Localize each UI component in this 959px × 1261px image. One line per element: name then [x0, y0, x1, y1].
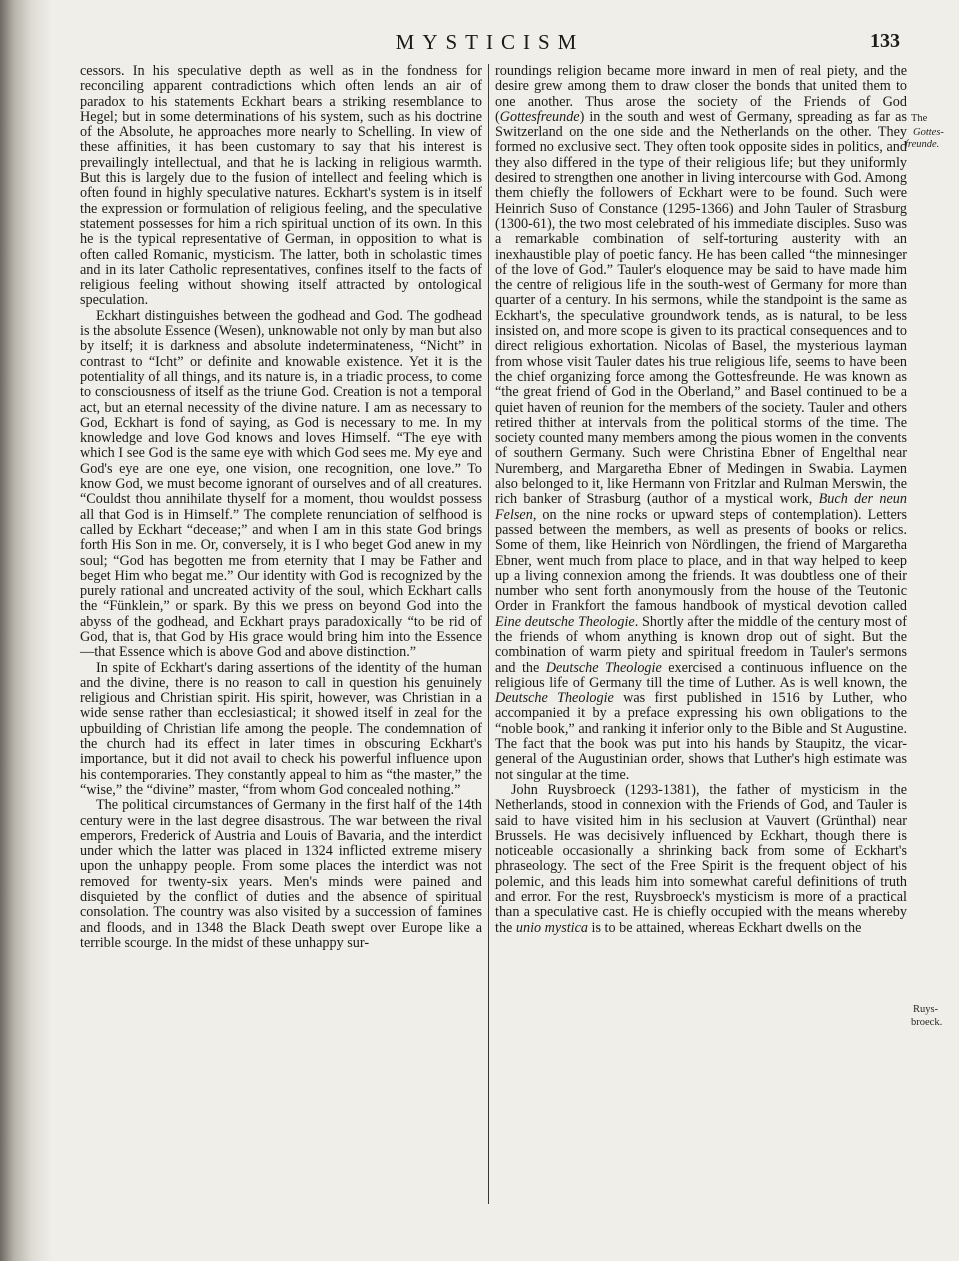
italic-title: Eine deutsche Theologie — [495, 613, 635, 630]
text-run: John Ruysbroeck (1293-1381), the father of mysticism in the Netherlands, stood in connexion with the Friends of God, and Tauler is said to have visited him in his seclusion at Vauvert (Grünthal) near Brussels. He was decisively influenced by Eckhart, though there is noticeable occasionally a shrinking back from some of Eckhart's phraseology. The sect of the Free Spirit is the frequent object of his polemic, and this leads him into somewhat careful definitions of truth and error. For the rest, Ruysbroeck's mysticism is more of a practical than a speculative cast. He is chiefly occupied with the means whereby the — [495, 781, 907, 936]
italic-term: unio mystica — [515, 919, 588, 936]
paragraph: The political circumstances of Germany in the first half of the 14th century were in the last degree disastrous. The war between the rival emperors, Frederick of Austria and Louis of Bavaria, and the interdict under which the latter was placed in 1324 inflicted extreme misery upon the unhappy people. From some places the interdict was not removed for twenty-six years. Men's minds were pained and disquieted by the conflict of duties and the absence of spiritual consolation. The country was also visited by a succession of famines and floods, and in 1348 the Black Death swept over Europe like a terrible scourge. In the midst of these unhappy sur- — [80, 797, 482, 951]
italic-title: Deutsche Theologie — [545, 659, 662, 676]
page-header — [80, 30, 900, 58]
sidenote-ruysbroeck-2: broeck. — [911, 1017, 943, 1028]
right-column — [495, 64, 907, 936]
sidenote-ruysbroeck-1: Ruys- — [913, 1004, 939, 1015]
left-column — [80, 64, 482, 951]
text-run: . Shortly after the middle of the century most of the friends of whom anything is known drop out of sight. But the combination of warm piety and spiritual freedom in Tauler's sermons and the — [495, 613, 907, 676]
page-gutter-shadow — [0, 0, 52, 1261]
text-run: , on the nine rocks or upward steps of contemplation). Letters passed between the members, as well as presents of books or relics. Some of them, like Heinrich von Nördlingen, the friend of Margaretha Ebner, went much from place to place, and in that way helped to keep up a living connexion among the friends. It was doubtless one of their number who sent forth anonymously from the house of the Teutonic Order in Frankfort the famous handbook of mystical devotion called — [495, 506, 907, 615]
text-run: roundings religion became more inward in men of real piety, and the desire grew among them to draw closer the bonds that united them to one another. Thus arose the society of the Friends of God ( — [495, 63, 907, 125]
paragraph: Eckhart distinguishes between the godhead and God. The godhead is the absolute Essence (Wesen), unknowable not only by man but also by itself; it is darkness and absolute indeterminateness, “Nicht” in contrast to “Icht” or definite and knowable existence. Yet it is the potentiality of all things, and its nature is, in a triadic process, to come to consciousness of itself as the triune God. Creation is not a temporal act, but an eternal necessity of the divine nature. I am as necessary to God, Eckhart is fond of saying, as God is necessary to me. In my knowledge and love God knows and loves Himself. “The eye with which I see God is the same eye with which God sees me. My eye and God's eye are one eye, one vision, one recognition, one love.” To know God, we must become ignorant of ourselves and of all creatures. “Couldst thou annihilate thyself for a moment, thou wouldst possess all that God is in Himself.” The complete renunciation of selfhood is called by Eckhart “decease;” and when I am in this state God brings forth His Son in me. Or, conversely, it is I who beget God anew in my soul; “God has begotten me from eternity that I may be Father and beget Him who begat me.” Our identity with God is recognized by the purely rational and uncreated activity of the soul, which Eckhart calls the “Fünklein,” or spark. By this we press on beyond God into the abyss of the godhead, and Eckhart prays paradoxically “to be rid of God, that is, that God by His grace would bring him into the Essence—that Essence which is above God and above distinction.” — [80, 307, 482, 661]
paragraph — [495, 64, 907, 783]
column-divider — [488, 64, 489, 1204]
running-title: MYSTICISM — [395, 30, 585, 54]
italic-title: Buch der neun Felsen — [495, 491, 907, 523]
text-run: is to be attained, whereas Eckhart dwells on the — [588, 919, 862, 936]
paragraph: cessors. In his speculative depth as well as in the fondness for reconciling apparent contradictions which often lends an air of paradox to his statements Eckhart bears a striking resemblance to Hegel; but in some determinations of his system, such as his doctrine of the Absolute, he approaches more nearly to Schelling. In view of these affinities, it has been customary to say that his interest is prevailingly intellectual, and that he is lacking in religious warmth. But this is largely due to the fusion of intellect and feeling which is often found in highly speculative natures. Eckhart's system is in itself the expression or formulation of religious feeling, and the speculative statement possesses for him a rich spiritual unction of its own. In this he is the typical representative of German, in opposition to what is often called Romanic, mysticism. The latter, both in scholastic times and in its later Catholic representatives, confines itself to the facts of religious feeling without showing itself attracted by ontological speculation. — [80, 63, 482, 309]
text-run: was first published in 1516 by Luther, who accompanied it by a preface expressing his own obligations to the “noble book,” and ranking it inferior only to the Bible and St Augustine. The fact that the book was put into his hands by Staupitz, the vicar-general of the Augustinian order, shows that Luther's high estimate was not singular at the time. — [495, 690, 908, 783]
italic-title: Deutsche Theologie — [495, 690, 614, 707]
text-run: ) in the south and west of Germany, spreading as far as Switzerland on the one side and the Netherlands on the other. They formed no exclusive sect. They often took opposite sides in politics, and they also differed in the type of their religious life; but they uniformly desired to strengthen one another in living intercourse with God. Among them chiefly the followers of Eckhart were to be found. Such were Heinrich Suso of Constance (1295-1366) and John Tauler of Strasburg (1300-61), the two most celebrated of his immediate disciples. Suso was a remarkable combination of self-torturing austerity with an inexhaustible play of poetic fancy. He has been called “the minnesinger of the love of God.” Tauler's eloquence may be said to have made him the centre of religious life in the south-west of Germany for more than quarter of a century. In his sermons, while the standpoint is the same as Eckhart's, the speculative groundwork tends, as is natural, to be less insisted on, and more scope is given to its practical consequences and to direct religious exhortation. Nicolas of Basel, the mysterious layman from whose visit Tauler dates his true religious life, seems to have been the chief organizing force among the Gottesfreunde. He was known as “the great friend of God in the Oberland,” and Basel continued to be a quiet haven of reunion for the members of the society. Tauler and others retired thither at intervals from the political storms of the time. The society counted many members among the pious women in the convents of southern Germany. Such were Christina Ebner of Engelthal near Nuremberg, and Margaretha Ebner of Medingen in Swabia. Laymen also belonged to it, like Hermann von Fritzlar and Rulman Merswin, the rich banker of Strasburg (author of a mystical work, — [495, 108, 907, 508]
page-number: 133 — [870, 30, 900, 52]
sidenote-gottesfreunde-1: The — [911, 113, 928, 124]
paragraph: In spite of Eckhart's daring assertions of the identity of the human and the divine, there is no reason to call in question his genuinely religious and Christian spirit. His spirit, however, was Christian in a wide sense rather than ecclesiastical; it showed itself in zeal for the upbuilding of Christian life among the people. The condemnation of the church had its effect in later times in obscuring Eckhart's importance, but it did not avail to check his powerful influence upon his contemporaries. They constantly appeal to him as “the master,” the “wise,” the “divine” master, “from whom God concealed nothing.” — [80, 659, 482, 798]
sidenote-gottesfreunde-3: freunde. — [905, 139, 940, 150]
paragraph — [495, 783, 907, 936]
sidenote-gottesfreunde-2: Gottes- — [913, 127, 944, 138]
text-run: exercised a continuous influence on the religious life of Germany till the time of Luther. As is well known, the — [495, 659, 907, 691]
italic-term: Gottesfreunde — [499, 108, 580, 125]
